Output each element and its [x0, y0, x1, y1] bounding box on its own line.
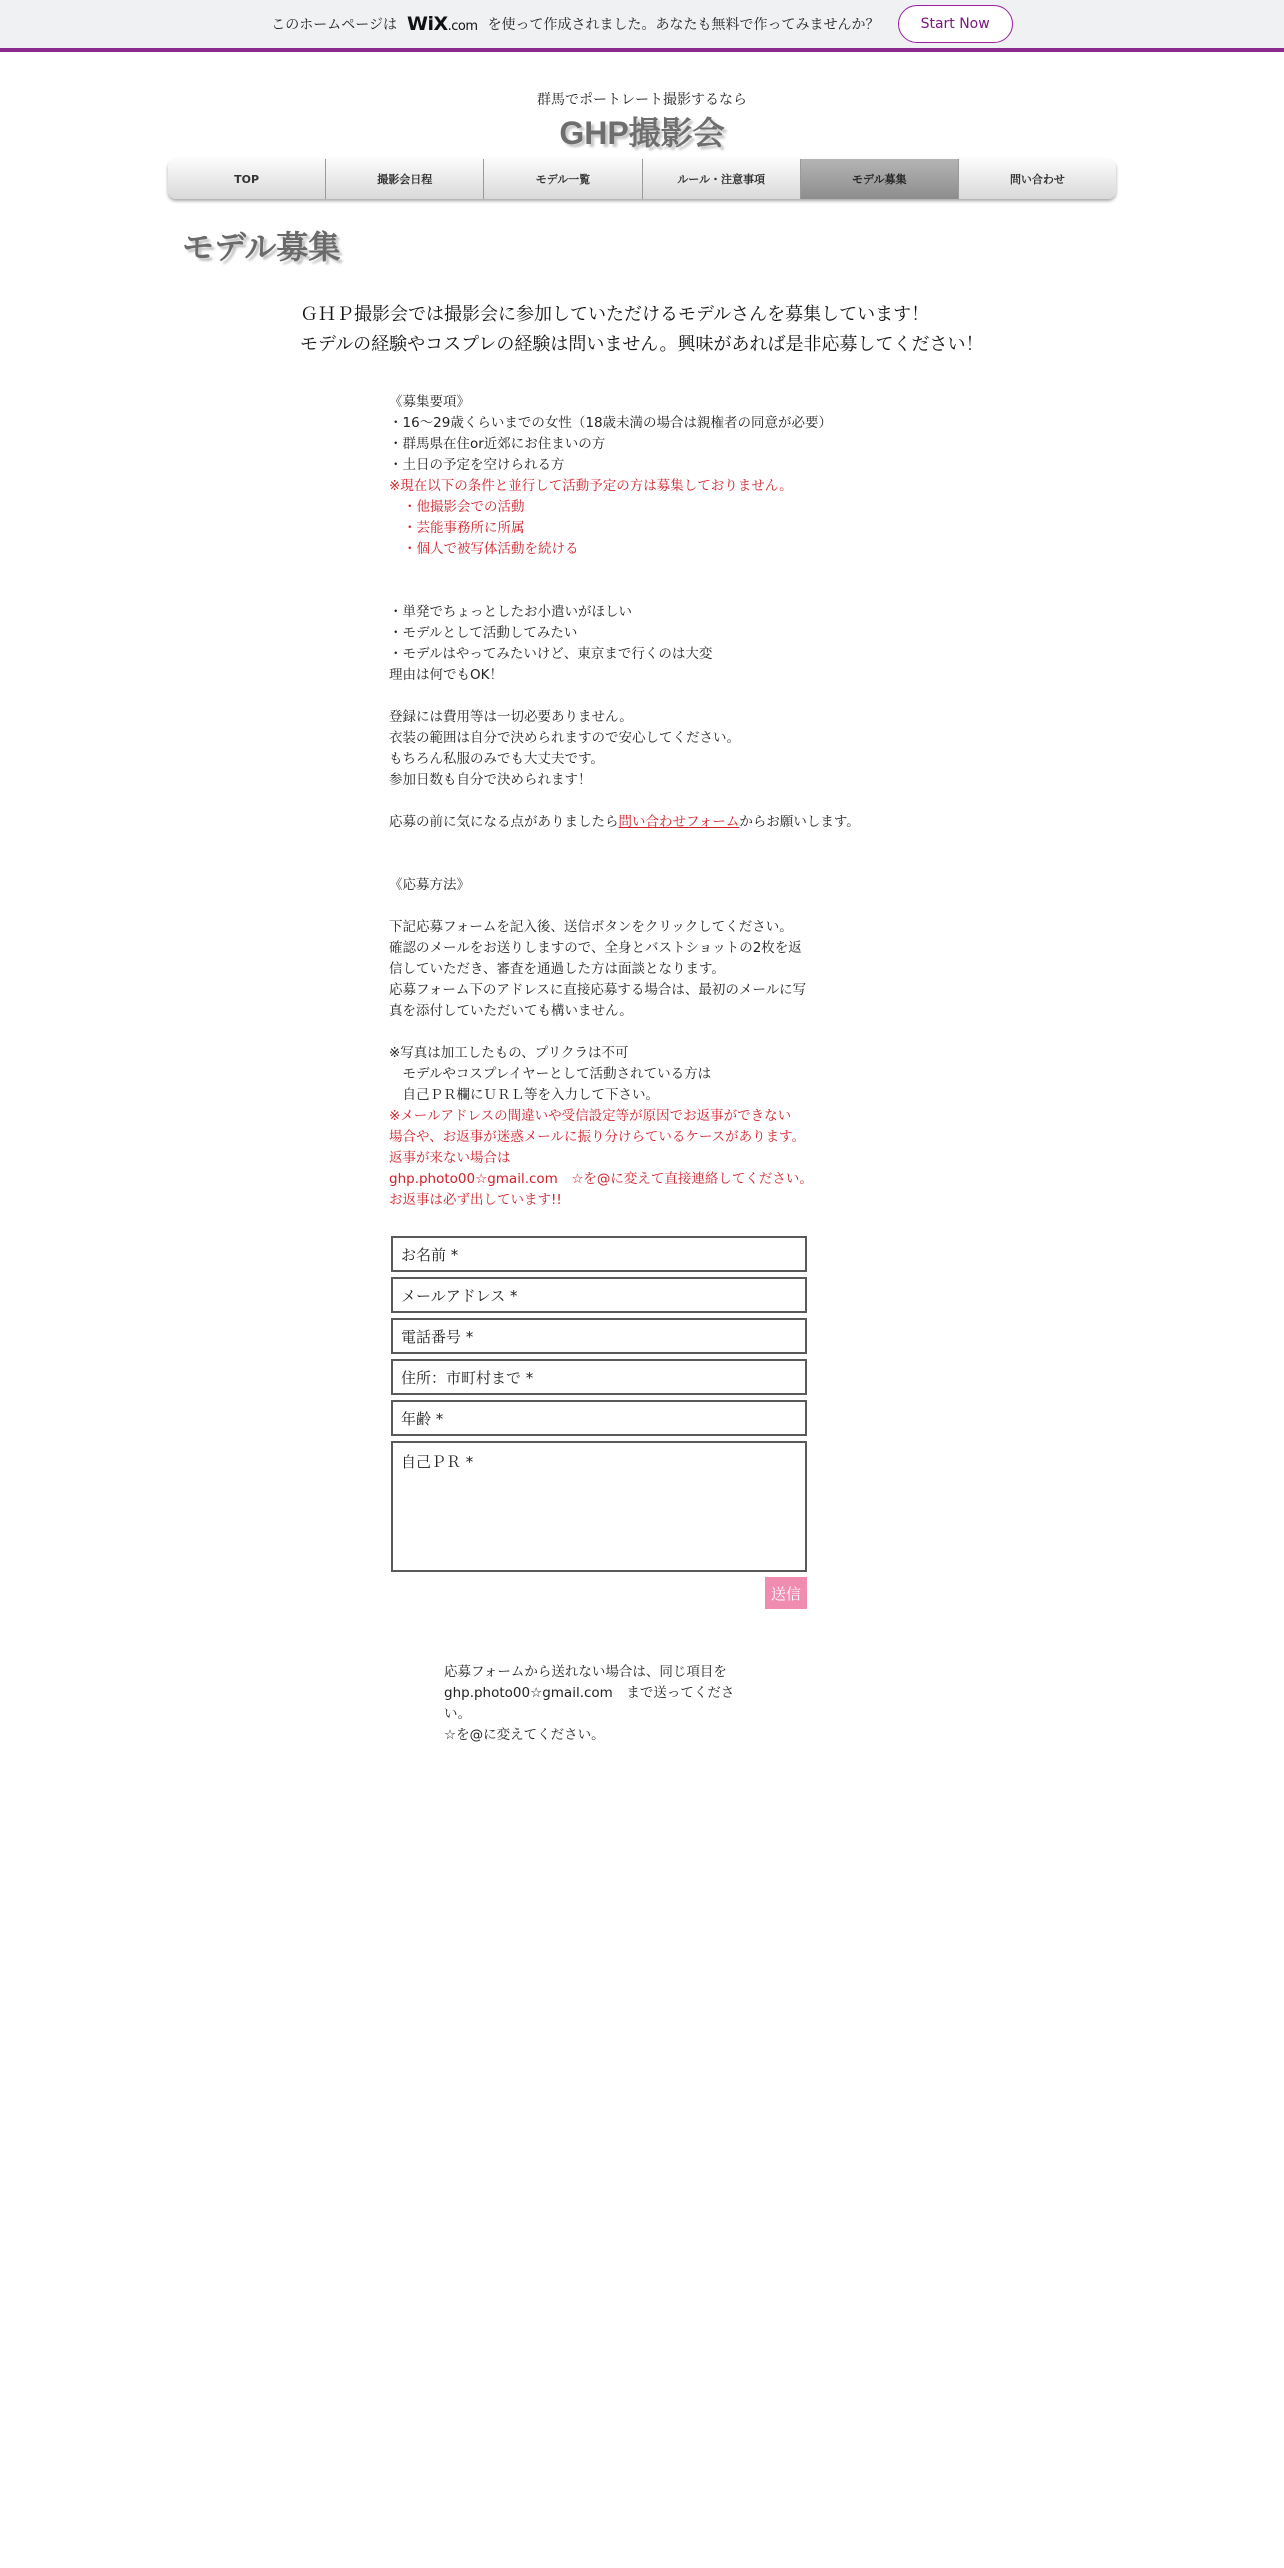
- reason-item: ・モデルはやってみたいけど、東京まで行くのは大変: [389, 646, 713, 662]
- nav-item-recruit[interactable]: モデル募集: [801, 159, 959, 199]
- reason-item: 理由は何でもOK！: [389, 667, 503, 683]
- note-item: もちろん私服のみでも大丈夫です。: [389, 751, 604, 767]
- requirement-item: ・土日の予定を空けられる方: [389, 457, 565, 473]
- submit-button[interactable]: 送信: [765, 1577, 807, 1609]
- wix-promo-bar: [0, 0, 1284, 52]
- site-tagline: 群馬でポートレート撮影するなら: [537, 92, 747, 108]
- application-form: [391, 1236, 807, 1603]
- phone-field[interactable]: 電話番号 *: [391, 1318, 807, 1354]
- method-line: 真を添付していただいても構いません。: [389, 1003, 633, 1019]
- red-note-line: 場合や、お返事が迷惑メールに振り分けらているケースがあります。: [389, 1129, 806, 1145]
- start-now-button[interactable]: Start Now: [898, 5, 1013, 43]
- wix-logo-text: WiX: [407, 13, 448, 35]
- fallback-note-line: ghp.photo00☆gmail.com まで送ってくださ: [444, 1685, 735, 1701]
- nav-item-top[interactable]: TOP: [168, 159, 326, 199]
- recruit-details: [389, 392, 860, 1211]
- fallback-note-line: い。: [444, 1706, 471, 1722]
- note-item: 登録には費用等は一切必要ありません。: [389, 709, 633, 725]
- red-note-line: ghp.photo00☆gmail.com ☆を@に変えて直接連絡してください。: [389, 1171, 813, 1187]
- reason-item: ・モデルとして活動してみたい: [389, 625, 578, 641]
- intro-text: [300, 300, 983, 359]
- excluded-item: ・他撮影会での活動: [403, 499, 525, 515]
- fallback-note-line: 応募フォームから送れない場合は、同じ項目を: [444, 1664, 727, 1680]
- fallback-note-line: ☆を@に変えてください。: [444, 1727, 605, 1743]
- email-field[interactable]: メールアドレス *: [391, 1277, 807, 1313]
- contact-line-after: からお願いします。: [739, 814, 860, 830]
- requirement-item: ・16～29歳くらいまでの女性（18歳未満の場合は親権者の同意が必要）: [389, 415, 833, 431]
- reason-item: ・単発でちょっとしたお小遣いがほしい: [389, 604, 632, 620]
- contact-line-before: 応募の前に気になる点がありましたら: [389, 814, 619, 830]
- red-note-line: ※メールアドレスの間違いや受信設定等が原因でお返事ができない: [389, 1108, 792, 1124]
- red-note-line: お返事は必ず出しています!!: [389, 1192, 562, 1208]
- main-nav: [168, 159, 1116, 199]
- self-pr-textarea[interactable]: 自己ＰＲ *: [391, 1441, 807, 1572]
- method-title: 《応募方法》: [389, 877, 470, 893]
- nav-item-contact[interactable]: 問い合わせ: [959, 159, 1116, 199]
- intro-line: ＧＨＰ撮影会では撮影会に参加していただけるモデルさんを募集しています！: [300, 304, 930, 325]
- nav-item-models[interactable]: モデル一覧: [484, 159, 642, 199]
- requirements-title: 《募集要項》: [389, 394, 470, 410]
- excluded-item: ・個人で被写体活動を続ける: [403, 541, 579, 557]
- requirement-item: ・群馬県在住or近郊にお住まいの方: [389, 436, 606, 452]
- photo-note-line: ※写真は加工したもの、プリクラは不可: [389, 1045, 629, 1061]
- wix-logo-suffix: .com: [447, 19, 478, 34]
- address-field[interactable]: 住所：市町村まで *: [391, 1359, 807, 1395]
- intro-line: モデルの経験やコスプレの経験は問いません。興味があれば是非応募してください！: [300, 333, 984, 355]
- nav-item-rules[interactable]: ルール・注意事項: [643, 159, 801, 199]
- method-line: 下記応募フォームを記入後、送信ボタンをクリックしてください。: [389, 919, 793, 935]
- red-note-line: 返事が来ない場合は: [389, 1150, 511, 1166]
- photo-note-line: 自己ＰＲ欄にＵＲＬ等を入力して下さい。: [389, 1087, 659, 1103]
- contact-line: [389, 812, 860, 833]
- name-field[interactable]: お名前 *: [391, 1236, 807, 1272]
- photo-note-line: モデルやコスプレイヤーとして活動されている方は: [389, 1066, 712, 1082]
- wix-logo[interactable]: [407, 13, 478, 35]
- method-line: 信していただき、審査を通過した方は面談となります。: [389, 961, 725, 977]
- nav-item-schedule[interactable]: 撮影会日程: [326, 159, 484, 199]
- page-title: モデル募集: [182, 229, 341, 265]
- wix-promo-text-after: を使って作成されました。あなたも無料で作ってみませんか？: [487, 17, 880, 33]
- excluded-item: ・芸能事務所に所属: [403, 520, 525, 536]
- contact-form-link[interactable]: 問い合わせフォーム: [618, 814, 740, 830]
- note-item: 衣装の範囲は自分で決められますので安心してください。: [389, 730, 740, 746]
- site-title[interactable]: GHP撮影会: [559, 115, 725, 151]
- age-field[interactable]: 年齢 *: [391, 1400, 807, 1436]
- wix-promo-text-before: このホームページは: [271, 17, 398, 33]
- note-item: 参加日数も自分で決められます！: [389, 772, 592, 788]
- method-line: 確認のメールをお送りしますので、全身とバストショットの2枚を返: [389, 940, 802, 956]
- requirements-warning: ※現在以下の条件と並行して活動予定の方は募集しておりません。: [389, 478, 793, 494]
- method-line: 応募フォーム下のアドレスに直接応募する場合は、最初のメールに写: [389, 982, 807, 998]
- fallback-note: [444, 1662, 744, 1746]
